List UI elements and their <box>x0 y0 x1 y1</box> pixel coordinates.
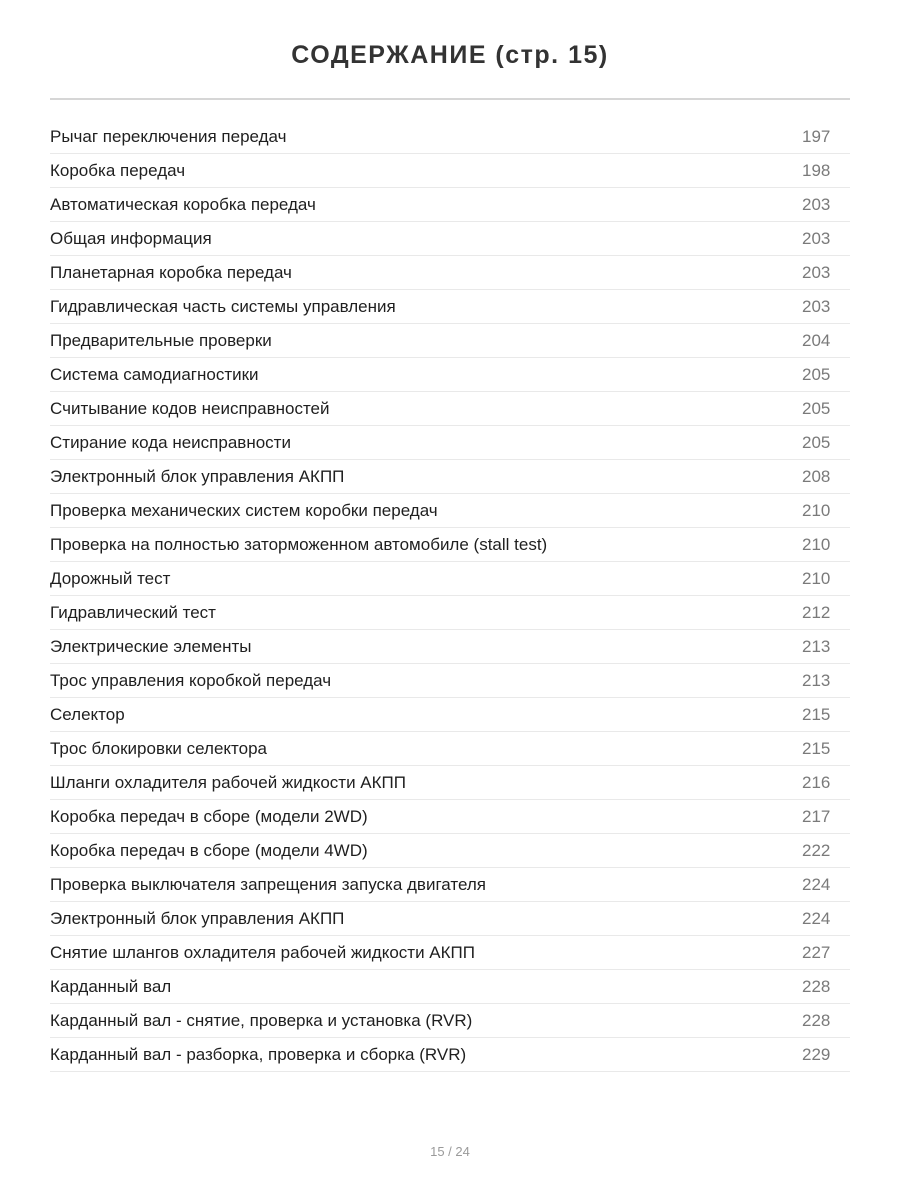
toc-entry-page-number[interactable]: 227 <box>802 943 831 962</box>
toc-entry-page-number[interactable]: 217 <box>802 807 831 826</box>
toc-entry-page-number[interactable]: 208 <box>802 467 831 486</box>
toc-entry-page-number[interactable]: 203 <box>802 297 831 316</box>
toc-entry[interactable] <box>50 698 850 732</box>
toc-entry-title[interactable]: Электронный блок управления АКПП <box>50 909 345 928</box>
toc-entry-page-number[interactable]: 203 <box>802 263 831 282</box>
toc-entry-page-number[interactable]: 229 <box>802 1045 831 1064</box>
toc-entry-page-number[interactable]: 224 <box>802 909 831 928</box>
toc-entry-page-number[interactable]: 213 <box>802 637 831 656</box>
toc-entry-page-number[interactable]: 210 <box>802 569 831 588</box>
toc-entry-title[interactable]: Коробка передач в сборе (модели 2WD) <box>50 807 368 826</box>
toc-entry-title[interactable]: Электронный блок управления АКПП <box>50 467 345 486</box>
toc-entry[interactable] <box>50 494 850 528</box>
toc-entry-page-number[interactable]: 203 <box>802 229 831 248</box>
toc-entry-title[interactable]: Планетарная коробка передач <box>50 263 292 282</box>
toc-entry[interactable] <box>50 528 850 562</box>
toc-entry-title[interactable]: Проверка на полностью заторможенном автомобиле (stall test) <box>50 535 548 554</box>
toc-entry[interactable] <box>50 358 850 392</box>
toc-entry[interactable] <box>50 290 850 324</box>
toc-entry-page-number[interactable]: 197 <box>802 127 831 146</box>
toc-entry-page-number[interactable]: 222 <box>802 841 831 860</box>
toc-entry-page-number[interactable]: 210 <box>802 535 831 554</box>
toc-entry-title[interactable]: Общая информация <box>50 229 212 248</box>
toc-entry-title[interactable]: Проверка выключателя запрещения запуска двигателя <box>50 875 486 894</box>
toc-entry[interactable] <box>50 460 850 494</box>
toc-entry[interactable] <box>50 426 850 460</box>
toc-entry-title[interactable]: Коробка передач в сборе (модели 4WD) <box>50 841 368 860</box>
toc-entry-title[interactable]: Трос блокировки селектора <box>50 739 267 758</box>
toc-entry-page-number[interactable]: 205 <box>802 433 831 452</box>
toc-entry[interactable] <box>50 188 850 222</box>
toc-entry-page-number[interactable]: 198 <box>802 161 831 180</box>
toc-entry-page-number[interactable]: 205 <box>802 399 831 418</box>
toc-entry[interactable] <box>50 222 850 256</box>
toc-entry-title[interactable]: Трос управления коробкой передач <box>50 671 332 690</box>
toc-entry-title[interactable]: Шланги охладителя рабочей жидкости АКПП <box>50 773 406 792</box>
toc-entry[interactable] <box>50 664 850 698</box>
toc-entry[interactable] <box>50 766 850 800</box>
toc-entry[interactable] <box>50 834 850 868</box>
toc-entry[interactable] <box>50 868 850 902</box>
toc-entry[interactable] <box>50 732 850 766</box>
toc-entry-title[interactable]: Предварительные проверки <box>50 331 272 350</box>
toc-entry-title[interactable]: Электрические элементы <box>50 637 252 656</box>
toc-entry-page-number[interactable]: 204 <box>802 331 831 350</box>
toc-entry-page-number[interactable]: 228 <box>802 1011 831 1030</box>
toc-entry[interactable] <box>50 256 850 290</box>
toc-entry-title[interactable]: Проверка механических систем коробки передач <box>50 501 438 520</box>
title-divider <box>50 98 850 100</box>
toc-entry[interactable] <box>50 1038 850 1072</box>
toc-entry-title[interactable]: Считывание кодов неисправностей <box>50 399 330 418</box>
toc-entry[interactable] <box>50 596 850 630</box>
page-number-footer: 15 / 24 <box>430 1144 470 1159</box>
toc-entry-page-number[interactable]: 215 <box>802 739 831 758</box>
toc-entry-page-number[interactable]: 210 <box>802 501 831 520</box>
toc-entry[interactable] <box>50 902 850 936</box>
toc-entry-page-number[interactable]: 205 <box>802 365 831 384</box>
toc-entry[interactable] <box>50 970 850 1004</box>
toc-entry-page-number[interactable]: 216 <box>802 773 831 792</box>
toc-entry-title[interactable]: Карданный вал - снятие, проверка и установка (RVR) <box>50 1011 473 1030</box>
toc-entry-title[interactable]: Автоматическая коробка передач <box>50 195 316 214</box>
toc-entry-title[interactable]: Снятие шлангов охладителя рабочей жидкости АКПП <box>50 943 475 962</box>
toc-entry-title[interactable]: Селектор <box>50 705 125 724</box>
toc-entry-title[interactable]: Карданный вал <box>50 977 172 996</box>
page-title: СОДЕРЖАНИЕ (стр. 15) <box>291 41 609 69</box>
toc-entry-page-number[interactable]: 212 <box>802 603 831 622</box>
toc-entry-title[interactable]: Дорожный тест <box>50 569 171 588</box>
toc-entry-title[interactable]: Гидравлический тест <box>50 603 216 622</box>
toc-entry[interactable] <box>50 1004 850 1038</box>
toc-entry-page-number[interactable]: 228 <box>802 977 831 996</box>
toc-entry-title[interactable]: Рычаг переключения передач <box>50 127 287 146</box>
toc-entry-title[interactable]: Коробка передач <box>50 161 186 180</box>
toc-entry-page-number[interactable]: 224 <box>802 875 831 894</box>
toc-entry-page-number[interactable]: 213 <box>802 671 831 690</box>
toc-entry-title[interactable]: Система самодиагностики <box>50 365 259 384</box>
toc-entry[interactable] <box>50 800 850 834</box>
toc-entry-title[interactable]: Гидравлическая часть системы управления <box>50 297 396 316</box>
toc-entry[interactable] <box>50 562 850 596</box>
toc-entry[interactable] <box>50 324 850 358</box>
toc-entry[interactable] <box>50 630 850 664</box>
toc-entry[interactable] <box>50 154 850 188</box>
toc-entry-page-number[interactable]: 215 <box>802 705 831 724</box>
toc-entry-title[interactable]: Стирание кода неисправности <box>50 433 291 452</box>
toc-entry-title[interactable]: Карданный вал - разборка, проверка и сборка (RVR) <box>50 1045 467 1064</box>
toc-entry[interactable] <box>50 392 850 426</box>
toc-entry[interactable] <box>50 120 850 154</box>
table-of-contents <box>50 120 850 1072</box>
toc-entry[interactable] <box>50 936 850 970</box>
toc-entry-page-number[interactable]: 203 <box>802 195 831 214</box>
